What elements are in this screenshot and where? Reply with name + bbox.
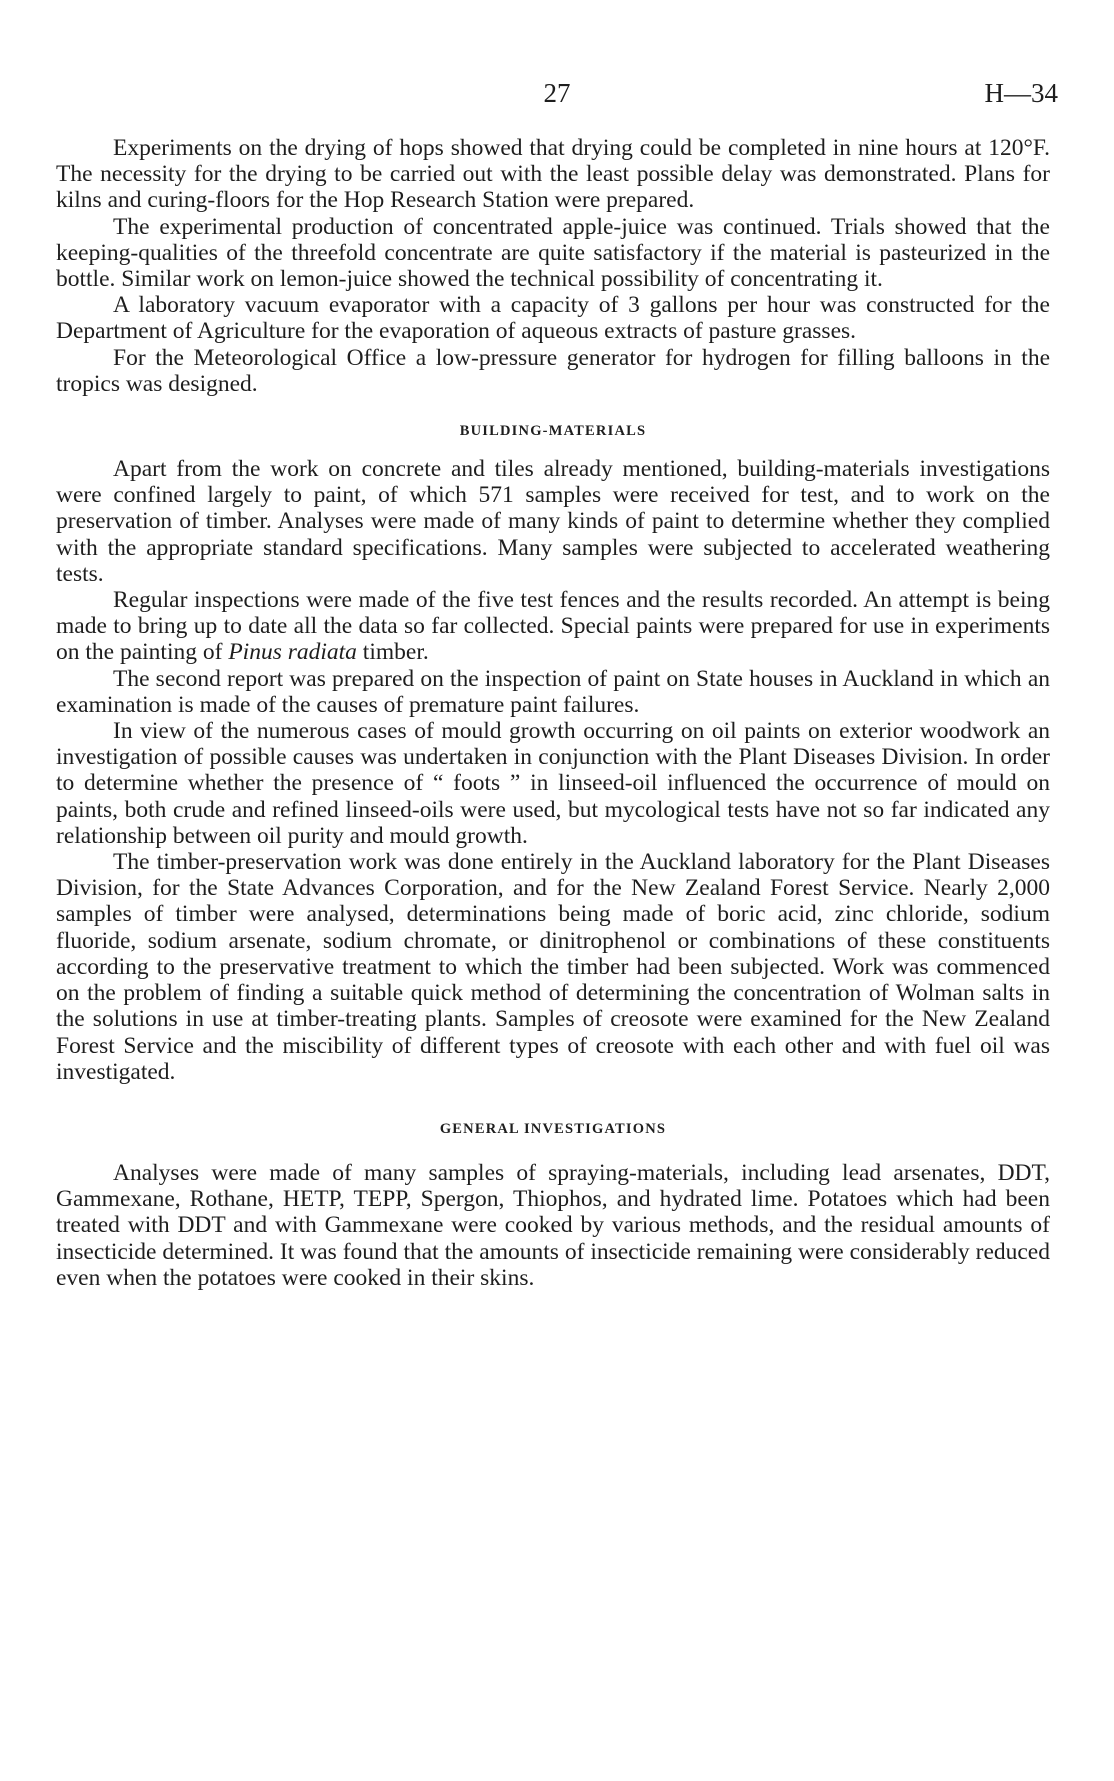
test-fences-text-end: timber. xyxy=(356,639,429,666)
page-header xyxy=(56,78,1058,112)
document-code: H—34 xyxy=(984,78,1058,108)
paragraph-state-houses-report: The second report was prepared on the inspection of paint on State houses in Auckland in which an examination is made of the causes of premature paint failures. xyxy=(56,665,1050,718)
paragraph-apple-juice: The experimental production of concentrated apple-juice was continued. Trials showed that the keeping-qualities of the threefold concentrate are quite satisfactory if the material is pasteurized in the bottle. Similar work on lemon-juice showed the technical possibility of concentrating it. xyxy=(56,213,1050,293)
paragraph-timber-preservation: The timber-preservation work was done entirely in the Auckland laboratory for the Plant Diseases Division, for the State Advances Corporation, and for the New Zealand Forest Service. Nearly 2,000 samples of timber were analysed, determinations being made of boric acid, zinc chloride, sodium fluoride, sodium arsenate, sodium chromate, or dinitrophenol or combinations of these constituents according to the preservative treatment to which the timber had been subjected. Work was commenced on the problem of finding a suitable quick method of determining the concentration of Wolman salts in the solutions in use at timber-treating plants. Samples of creosote were examined for the New Zealand Forest Service and the miscibility of different types of creosote with each other and with fuel oil was investigated. xyxy=(56,849,1050,1085)
paragraph-vacuum-evaporator: A laboratory vacuum evaporator with a capacity of 3 gallons per hour was constructed for the Department of Agriculture for the evaporation of aqueous extracts of pasture grasses. xyxy=(56,292,1050,345)
paragraph-hops-drying: Experiments on the drying of hops showed that drying could be completed in nine hours at 120°F. The necessity for the drying to be carried out with the least possible delay was demonstrated. Plans for kilns and curing-floors for the Hop Research Station were prepared. xyxy=(56,135,1050,214)
page-number: 27 xyxy=(543,78,571,108)
body-text xyxy=(56,135,1050,1291)
paragraph-mould-growth: In view of the numerous cases of mould growth occurring on oil paints on exterior woodwork an investigation of possible causes was undertaken in conjunction with the Plant Diseases Division. In order to determine whether the presence of “ foots ” in linseed-oil influenced the occurrence of mould on paints, both crude and refined linseed-oils were used, but mycological tests have not so far indicated any relationship between oil purity and mould growth. xyxy=(56,718,1050,849)
paragraph-spraying-materials: Analyses were made of many samples of spraying-materials, including lead arsenates, DDT, Gammexane, Rothane, HETP, TEPP, Spergon, Thiophos, and hydrated lime. Potatoes which had been treated with DDT and with Gammexane were cooked by various methods, and the residual amounts of insecticide determined. It was found that the amounts of insecticide remaining were considerably reduced even when the potatoes were cooked in their skins. xyxy=(56,1159,1050,1291)
test-fences-text: Regular inspections were made of the five test fences and the results recorded. An attempt is being made to bring up to date all the data so far collected. Special paints were prepared for use in experiments on the painting of xyxy=(56,587,1050,666)
section-heading-general-investigations: GENERAL INVESTIGATIONS xyxy=(439,1120,667,1137)
paragraph-hydrogen-generator: For the Meteorological Office a low-pressure generator for hydrogen for filling balloons in the tropics was designed. xyxy=(56,344,1050,397)
paragraph-paint-investigations: Apart from the work on concrete and tiles already mentioned, building-materials investigations were confined largely to paint, of which 571 samples were received for test, and to work on the preservation of timber. Analyses were made of many kinds of paint to determine whether they complied with the appropriate standard specifications. Many samples were subjected to accelerated weathering tests. xyxy=(56,456,1050,587)
species-name: Pinus radiata xyxy=(228,639,357,666)
section-heading-building-materials: BUILDING-MATERIALS xyxy=(459,423,647,440)
paragraph-test-fences xyxy=(56,587,1050,666)
